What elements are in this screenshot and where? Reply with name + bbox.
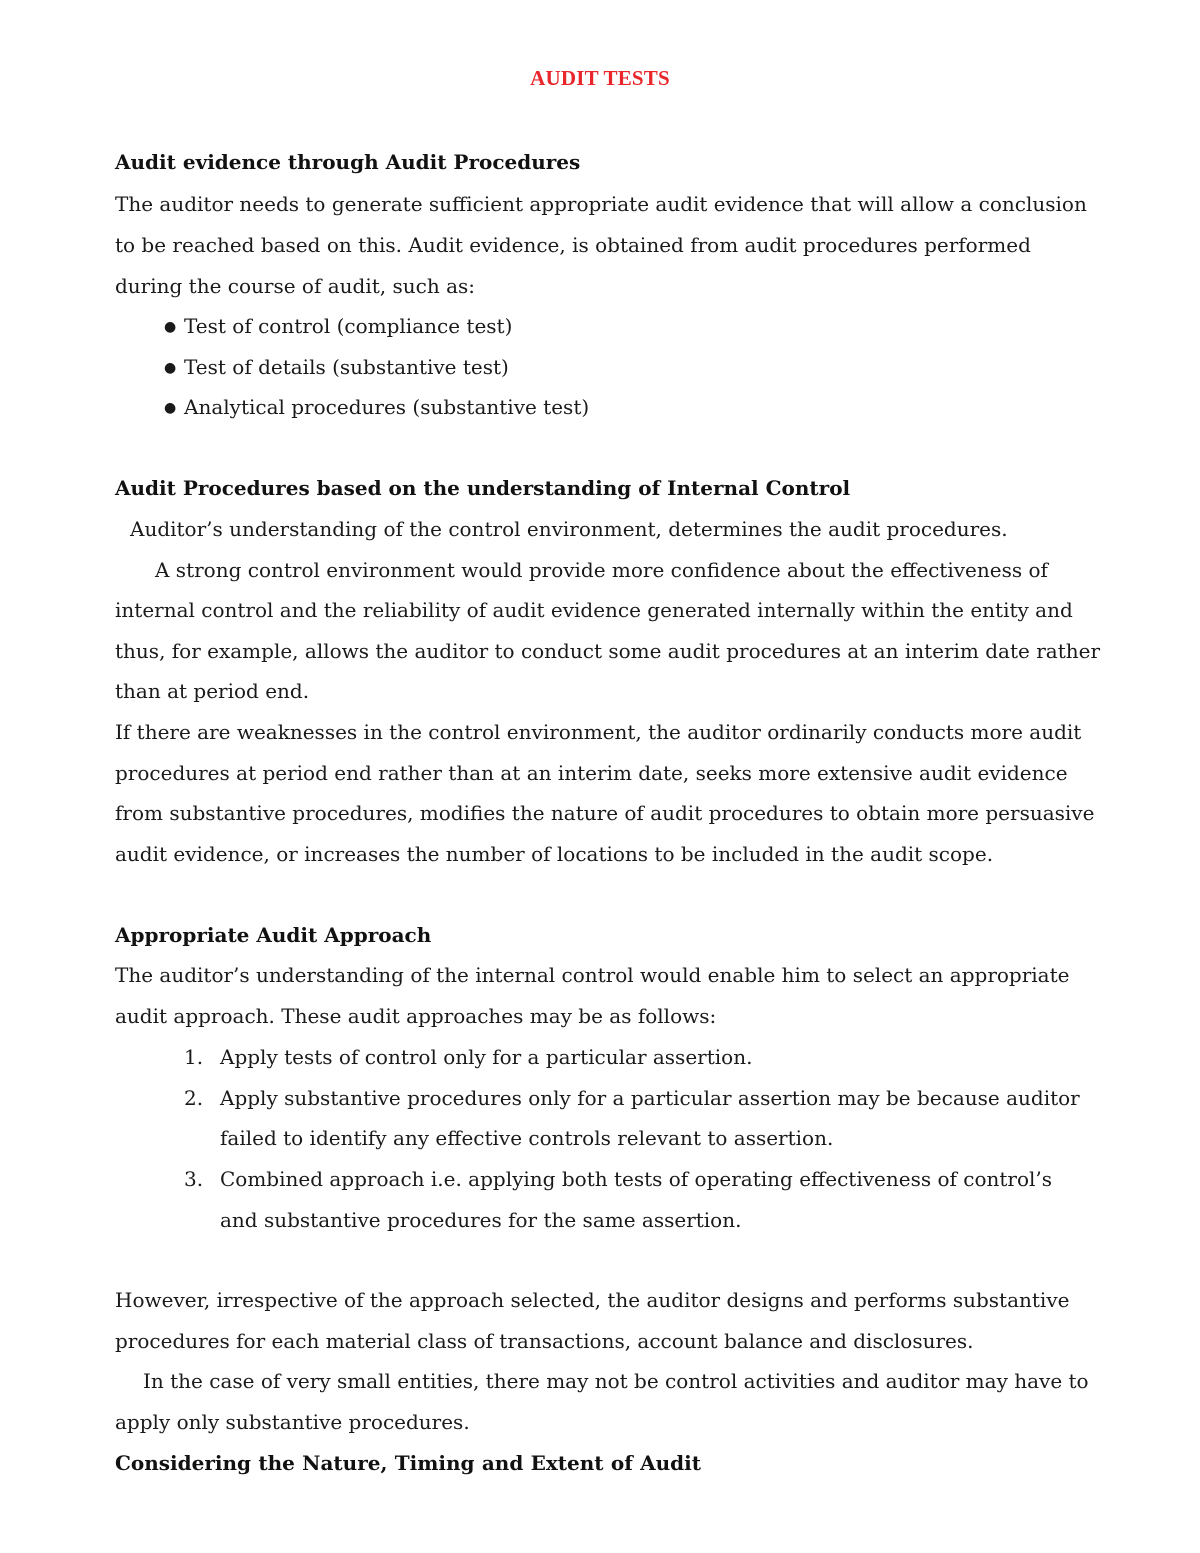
paragraph-line: If there are weaknesses in the control environment, the auditor ordinarily conducts more audit: [115, 720, 1082, 744]
bullet-icon: ●: [164, 360, 177, 376]
numbered-item: [184, 1165, 220, 1193]
page-title: AUDIT TESTS: [530, 66, 670, 90]
paragraph-line: to be reached based on this. Audit evidence, is obtained from audit procedures performed: [115, 233, 1031, 257]
paragraph-line: procedures at period end rather than at an interim date, seeks more extensive audit evidence: [115, 761, 1068, 785]
section-heading-audit-evidence: Audit evidence through Audit Procedures: [115, 150, 581, 174]
section-heading-internal-control: Audit Procedures based on the understanding of Internal Control: [115, 476, 851, 500]
paragraph-line: procedures for each material class of transactions, account balance and disclosures.: [115, 1329, 974, 1353]
paragraph-line: The auditor’s understanding of the internal control would enable him to select an appropriate: [115, 963, 1070, 987]
paragraph-line: Auditor’s understanding of the control environment, determines the audit procedures.: [130, 517, 1008, 541]
paragraph-line: than at period end.: [115, 679, 310, 703]
bullet-icon: ●: [164, 400, 177, 416]
item-text: and substantive procedures for the same assertion.: [220, 1208, 742, 1232]
paragraph-line: internal control and the reliability of audit evidence generated internally within the entity and: [115, 598, 1073, 622]
list-item: [164, 393, 589, 422]
item-number: 3.: [184, 1167, 204, 1191]
paragraph-line: However, irrespective of the approach selected, the auditor designs and performs substantive: [115, 1288, 1070, 1312]
paragraph-line: thus, for example, allows the auditor to conduct some audit procedures at an interim date rather: [115, 639, 1101, 663]
numbered-item: [184, 1084, 220, 1112]
item-number: 1.: [184, 1045, 204, 1069]
item-text: failed to identify any effective controls relevant to assertion.: [220, 1126, 834, 1150]
list-item: [164, 312, 512, 341]
item-text: Apply substantive procedures only for a particular assertion may be because auditor: [220, 1086, 1080, 1110]
list-item-text: Analytical procedures (substantive test): [184, 395, 590, 419]
section-heading-audit-approach: Appropriate Audit Approach: [115, 923, 432, 947]
list-item: [164, 353, 509, 382]
paragraph-line: audit evidence, or increases the number of locations to be included in the audit scope.: [115, 842, 994, 866]
numbered-item: [184, 1043, 752, 1071]
paragraph-line: audit approach. These audit approaches may be as follows:: [115, 1004, 717, 1028]
paragraph-line: The auditor needs to generate sufficient appropriate audit evidence that will allow a conclusion: [115, 192, 1087, 216]
list-item-text: Test of details (substantive test): [184, 355, 509, 379]
paragraph-line: A strong control environment would provide more confidence about the effectiveness of: [155, 558, 1048, 582]
paragraph-line: during the course of audit, such as:: [115, 274, 475, 298]
item-number: 2.: [184, 1086, 204, 1110]
paragraph-line: apply only substantive procedures.: [115, 1410, 470, 1434]
bullet-icon: ●: [164, 319, 177, 335]
item-text: Combined approach i.e. applying both tests of operating effectiveness of control’s: [220, 1167, 1053, 1191]
item-text: Apply tests of control only for a particular assertion.: [220, 1045, 753, 1069]
section-heading-nature-timing-extent: Considering the Nature, Timing and Extent of Audit: [115, 1451, 701, 1475]
list-item-text: Test of control (compliance test): [184, 314, 513, 338]
paragraph-line: from substantive procedures, modifies the nature of audit procedures to obtain more persuasive: [115, 801, 1095, 825]
paragraph-line: In the case of very small entities, there may not be control activities and auditor may have to: [143, 1369, 1089, 1393]
